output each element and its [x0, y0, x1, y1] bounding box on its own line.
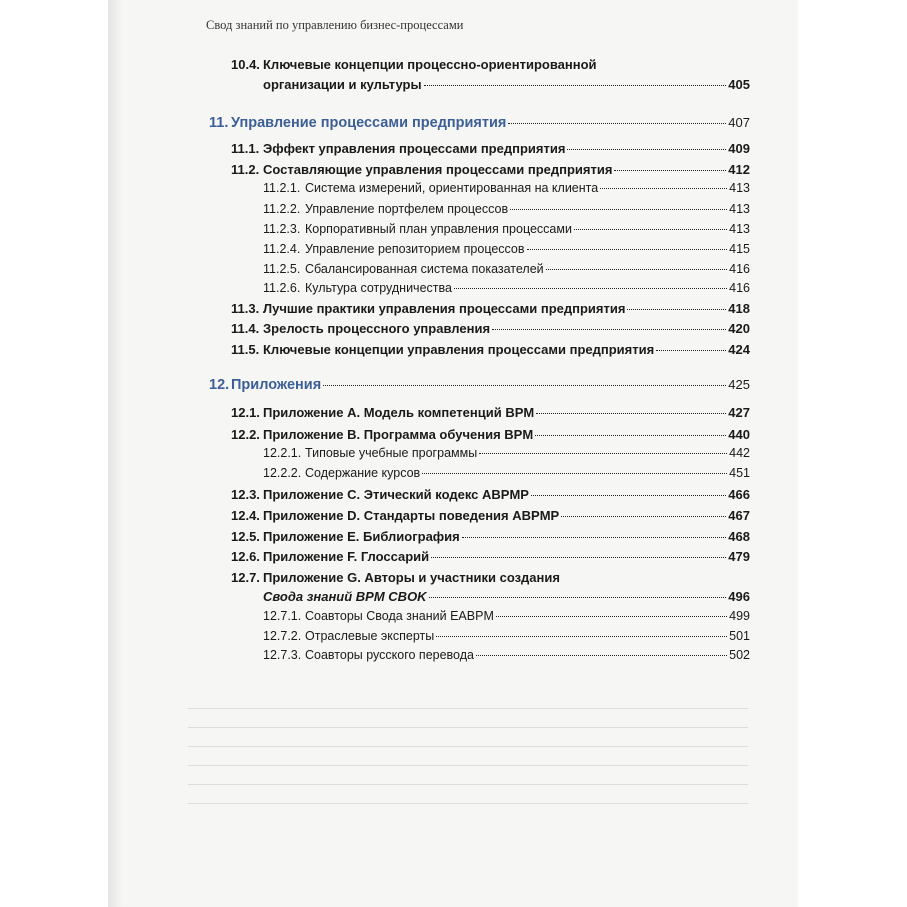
- toc-num: 12.3.: [231, 487, 260, 502]
- toc-title-12-7-line2: Свода знаний BPM CBOK: [263, 589, 427, 604]
- toc-page: 407: [728, 115, 750, 130]
- toc-title: Лучшие практики управления процессами предприятия: [263, 301, 626, 316]
- toc-num: 11.2.4.: [263, 242, 301, 256]
- toc-page: 442: [729, 446, 750, 460]
- toc-entry-12-7[interactable]: [263, 589, 750, 604]
- toc-title: Культура сотрудничества: [305, 281, 452, 295]
- toc-page: 502: [729, 648, 750, 662]
- toc-entry-11-2-2[interactable]: [263, 202, 750, 216]
- toc-entry-12-1[interactable]: [231, 405, 750, 420]
- toc-title: Отраслевые эксперты: [305, 629, 435, 643]
- toc-title-12-7-line1: Приложение G. Авторы и участники создания: [263, 570, 560, 585]
- toc-leader: [323, 385, 726, 386]
- toc-title-10-4-line2: организации и культуры: [263, 77, 422, 92]
- toc-leader: [510, 209, 727, 210]
- toc-page: 405: [728, 77, 750, 92]
- toc-num: 12.7.2.: [263, 629, 302, 643]
- toc-leader: [567, 149, 726, 150]
- toc-leader: [627, 309, 726, 310]
- toc-title: Управление репозиторием процессов: [305, 242, 525, 256]
- toc-num: 11.5.: [231, 342, 260, 357]
- page-spine-shadow: [108, 0, 122, 907]
- running-head: Свод знаний по управлению бизнес-процессами: [206, 18, 464, 32]
- toc-title: Система измерений, ориентированная на клиента: [305, 181, 599, 195]
- toc-page: 479: [728, 549, 750, 564]
- toc-page: 413: [729, 202, 750, 216]
- toc-title: Управление портфелем процессов: [305, 202, 509, 216]
- toc-entry-12-5[interactable]: [231, 529, 750, 544]
- toc-entry-11-2-3[interactable]: [263, 222, 750, 236]
- toc-title: Сбалансированная система показателей: [305, 262, 544, 276]
- toc-page: 468: [728, 529, 750, 544]
- toc-num: 12.5.: [231, 529, 260, 544]
- toc-leader: [546, 269, 727, 270]
- toc-num: 12.7.3.: [263, 648, 302, 662]
- toc-title: Управление процессами предприятия: [231, 115, 507, 131]
- toc-page: 501: [729, 629, 750, 643]
- toc-entry-12-7-1[interactable]: [263, 609, 750, 623]
- toc-page: 420: [728, 321, 750, 336]
- toc-title: Соавторы Свода знаний EABPM: [305, 609, 494, 623]
- toc-entry-10-4[interactable]: [263, 77, 750, 92]
- toc-leader: [422, 473, 727, 474]
- toc-page: 416: [729, 281, 750, 295]
- toc-leader: [496, 616, 727, 617]
- toc-num: 12.1.: [231, 405, 260, 420]
- toc-entry-12-2[interactable]: [231, 427, 750, 442]
- toc-entry-11-2-6[interactable]: [263, 281, 750, 295]
- toc-title: Корпоративный план управления процессами: [305, 222, 572, 236]
- toc-page: 467: [728, 508, 750, 523]
- toc-entry-11-2[interactable]: [231, 162, 750, 177]
- toc-title: Составляющие управления процессами предприятия: [263, 162, 613, 177]
- toc-title: Приложение A. Модель компетенций BPM: [263, 405, 535, 420]
- toc-leader: [600, 188, 727, 189]
- toc-title: Содержание курсов: [305, 466, 421, 480]
- toc-leader: [431, 557, 726, 558]
- toc-leader: [656, 350, 726, 351]
- toc-num: 12.2.: [231, 427, 260, 442]
- toc-page: 499: [729, 609, 750, 623]
- toc-page: 440: [728, 427, 750, 442]
- toc-entry-12-7-2[interactable]: [263, 629, 750, 643]
- toc-leader: [492, 329, 726, 330]
- toc-title: Ключевые концепции управления процессами предприятия: [263, 342, 655, 357]
- toc-entry-11-1[interactable]: [231, 141, 750, 156]
- toc-num: 12.4.: [231, 508, 260, 523]
- toc-num: 11.2.2.: [263, 202, 301, 216]
- toc-page: 413: [729, 181, 750, 195]
- toc-page: 427: [728, 405, 750, 420]
- toc-title: Приложение F. Глоссарий: [263, 549, 430, 564]
- toc-entry-12-7-3[interactable]: [263, 648, 750, 662]
- toc-num-10-4: 10.4.: [231, 57, 260, 72]
- toc-num: 11.3.: [231, 301, 260, 316]
- toc-title: Приложение C. Этический кодекс ABPMP: [263, 487, 529, 502]
- toc-page: 424: [728, 342, 750, 357]
- toc-title: Соавторы русского перевода: [305, 648, 474, 662]
- toc-num: 11.4.: [231, 321, 260, 336]
- toc-entry-11-2-1[interactable]: [263, 181, 750, 195]
- toc-page: 415: [729, 242, 750, 256]
- toc-title: Приложение B. Программа обучения BPM: [263, 427, 534, 442]
- toc-page: 412: [728, 162, 750, 177]
- toc-title: Типовые учебные программы: [305, 446, 478, 460]
- toc-leader: [454, 288, 727, 289]
- toc-page: 409: [728, 141, 750, 156]
- toc-entry-12-6[interactable]: [231, 549, 750, 564]
- toc-title: Приложение D. Стандарты поведения ABPMP: [263, 508, 560, 523]
- toc-entry-12-2-2[interactable]: [263, 466, 750, 480]
- toc-num: 11.2.1.: [263, 181, 301, 195]
- toc-num: 11.2.: [231, 162, 260, 177]
- toc-num: 12.: [209, 377, 230, 393]
- toc-chapter-12[interactable]: [209, 377, 750, 393]
- toc-title: Приложение E. Библиография: [263, 529, 460, 544]
- toc-leader: [436, 636, 727, 637]
- toc-num: 12.2.2.: [263, 466, 302, 480]
- toc-page: 496: [728, 589, 750, 604]
- toc-leader: [462, 537, 727, 538]
- toc-leader: [429, 597, 727, 598]
- toc-title: Эффект управления процессами предприятия: [263, 141, 566, 156]
- toc-leader: [508, 123, 726, 124]
- toc-page: 413: [729, 222, 750, 236]
- toc-num: 11.2.6.: [263, 281, 301, 295]
- toc-page: 466: [728, 487, 750, 502]
- toc-entry-11-4[interactable]: [231, 321, 750, 336]
- toc-leader: [574, 229, 727, 230]
- toc-page: 416: [729, 262, 750, 276]
- toc-leader: [536, 413, 726, 414]
- toc-leader: [535, 435, 726, 436]
- toc-title: Приложения: [231, 377, 322, 393]
- toc-chapter-11[interactable]: [209, 115, 750, 131]
- toc-entry-11-5[interactable]: [231, 342, 750, 357]
- toc-page: 418: [728, 301, 750, 316]
- toc-num: 11.: [209, 115, 229, 131]
- toc-leader: [476, 655, 727, 656]
- bleed-through-text: [188, 690, 748, 820]
- toc-leader: [527, 249, 728, 250]
- toc-num: 12.7.1.: [263, 609, 302, 623]
- toc-num: 11.2.5.: [263, 262, 301, 276]
- toc-entry-11-2-4[interactable]: [263, 242, 750, 256]
- toc-leader: [614, 170, 726, 171]
- toc-page: 451: [729, 466, 750, 480]
- toc-page: 425: [728, 377, 750, 392]
- toc-num: 11.2.3.: [263, 222, 301, 236]
- toc-num: 12.6.: [231, 549, 260, 564]
- toc-entry-12-2-1[interactable]: [263, 446, 750, 460]
- toc-leader: [561, 516, 726, 517]
- toc-leader: [479, 453, 727, 454]
- toc-leader: [424, 85, 727, 86]
- toc-entry-12-3[interactable]: [231, 487, 750, 502]
- toc-num: 11.1.: [231, 141, 260, 156]
- toc-leader: [531, 495, 726, 496]
- book-page: [108, 0, 798, 907]
- toc-title: Зрелость процессного управления: [263, 321, 491, 336]
- toc-entry-12-4[interactable]: [231, 508, 750, 523]
- toc-title-10-4-line1: Ключевые концепции процессно-ориентированной: [263, 57, 597, 72]
- toc-entry-11-3[interactable]: [231, 301, 750, 316]
- toc-num: 12.2.1.: [263, 446, 302, 460]
- toc-entry-11-2-5[interactable]: [263, 262, 750, 276]
- toc-num-12-7: 12.7.: [231, 570, 260, 585]
